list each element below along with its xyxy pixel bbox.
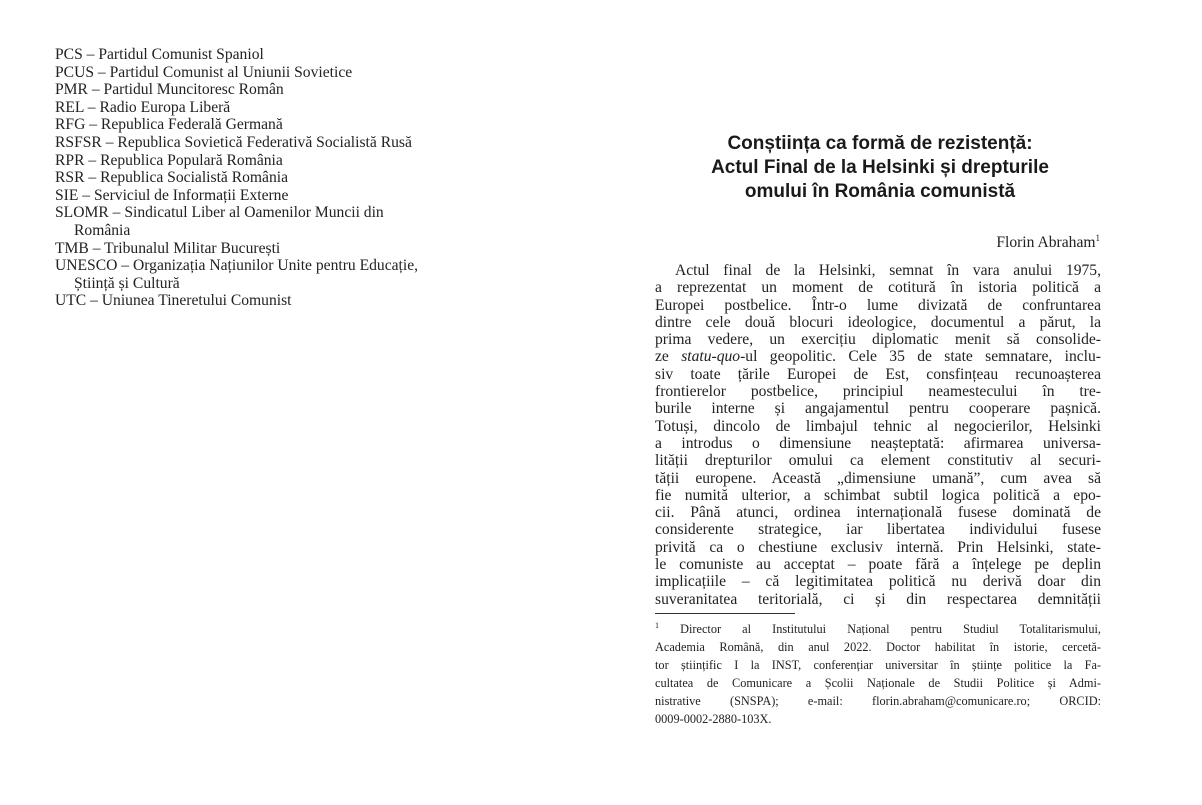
body-line: Actul final de la Helsinki, semnat în vara anului 1975,	[675, 262, 1101, 279]
title-line: omului în România comunistă	[744, 181, 1016, 202]
article-body	[655, 262, 1101, 608]
body-line: frontierelor postbelice, principiul neamestecului în tre-	[655, 383, 1101, 401]
footnote-line: tor științific I la INST, conferențiar universitar în științe politice la Fa-	[655, 657, 1101, 672]
body-line: cii. Până atunci, ordinea internațională fusese dominată de	[655, 504, 1101, 522]
abbreviation-entry: PCUS – Partidul Comunist al Uniunii Sovietice	[55, 63, 353, 81]
abbreviation-entry: UNESCO – Organizația Națiunilor Unite pentru Educație,	[55, 257, 419, 275]
abbreviation-entry: PMR – Partidul Muncitoresc Român	[55, 81, 284, 99]
footnote-ref: 1	[1095, 233, 1100, 243]
author-name: Florin Abraham	[996, 234, 1096, 252]
body-line: prima vedere, un exercițiu diplomatic menit să consolide-	[655, 331, 1101, 349]
body-line: a introdus o dimensiune neașteptată: afirmarea universa-	[655, 434, 1101, 452]
title-line: Actul Final de la Helsinki și drepturile	[711, 157, 1049, 178]
body-line: ze statu-quo-ul geopolitic. Cele 35 de state semnatare, inclu-	[655, 348, 1101, 366]
body-line: a reprezentat un moment de cotitură în istoria politică a	[655, 279, 1101, 297]
body-line: fie numită ulterior, a schimbat subtil logica politică a epo-	[655, 486, 1101, 504]
abbreviations-list	[55, 46, 475, 310]
body-line: lității drepturilor omului ca element constitutiv al securi-	[655, 452, 1101, 470]
body-line: tății europene. Această „dimensiune umană”, cum avea să	[655, 469, 1101, 487]
footnote-line: 0009-0002-2880-103X.	[655, 711, 772, 726]
body-line: suveranitatea teritorială, ci și din respectarea demnității	[655, 590, 1101, 608]
abbreviation-continuation: Știință și Cultură	[74, 274, 180, 292]
body-line: considerente strategice, iar libertatea individului fusese	[655, 521, 1101, 539]
abbreviation-entry: TMB – Tribunalul Militar București	[55, 239, 281, 257]
footnote	[655, 617, 1101, 729]
body-line: Totuși, dincolo de limbajul tehnic al negocierilor, Helsinki	[655, 417, 1101, 435]
footnote-line: cultatea de Comunicare a Școlii Naționale de Studii Politice și Admi-	[655, 675, 1101, 690]
body-line: dintre cele două blocuri ideologice, documentul a părut, la	[655, 313, 1101, 331]
abbreviation-entry: SLOMR – Sindicatul Liber al Oamenilor Muncii din	[55, 204, 384, 222]
abbreviation-entry: RSFSR – Republica Sovietică Federativă Socialistă Rusă	[55, 133, 412, 151]
footnote-divider	[655, 613, 795, 614]
body-line: le comuniste au acceptat – poate fără a înțelege pe deplin	[655, 556, 1101, 574]
body-line: burile interne și angajamentul pentru cooperare pașnică.	[655, 400, 1101, 418]
article-title	[650, 132, 1110, 204]
abbreviation-entry: REL – Radio Europa Liberă	[55, 98, 231, 116]
body-line: implicațiile – că legitimitatea politică nu derivă doar din	[655, 573, 1101, 591]
footnote-line: Academia Română, din anul 2022. Doctor habilitat în istorie, cercetă-	[655, 640, 1101, 654]
body-line: privită ca o chestiune exclusiv internă. Prin Helsinki, state-	[655, 538, 1101, 556]
abbreviation-continuation: România	[74, 221, 131, 239]
footnote-mark: 1	[655, 621, 659, 630]
abbreviation-entry: RFG – Republica Federală Germană	[55, 116, 283, 134]
body-line: Europei postbelice. Într-o lume divizată de confruntarea	[655, 296, 1101, 314]
author	[996, 233, 1100, 252]
abbreviation-entry: PCS – Partidul Comunist Spaniol	[55, 46, 264, 63]
abbreviation-entry: RSR – Republica Socialistă România	[55, 169, 289, 187]
body-line: siv toate țările Europei de Est, consfințeau recunoașterea	[655, 365, 1101, 383]
abbreviation-entry: RPR – Republica Populară România	[55, 151, 283, 169]
abbreviation-entry: SIE – Serviciul de Informații Externe	[55, 186, 289, 204]
title-line: Conștiința ca formă de rezistență:	[727, 133, 1033, 154]
footnote-line: $^1$ Director al Institutului Național pentru Studiul Totalitarismului,	[655, 621, 1101, 637]
footnote-line: nistrative (SNSPA); e-mail: florin.abraham@comunicare.ro; ORCID:	[655, 693, 1101, 708]
abbreviation-entry: UTC – Uniunea Tineretului Comunist	[55, 292, 292, 310]
